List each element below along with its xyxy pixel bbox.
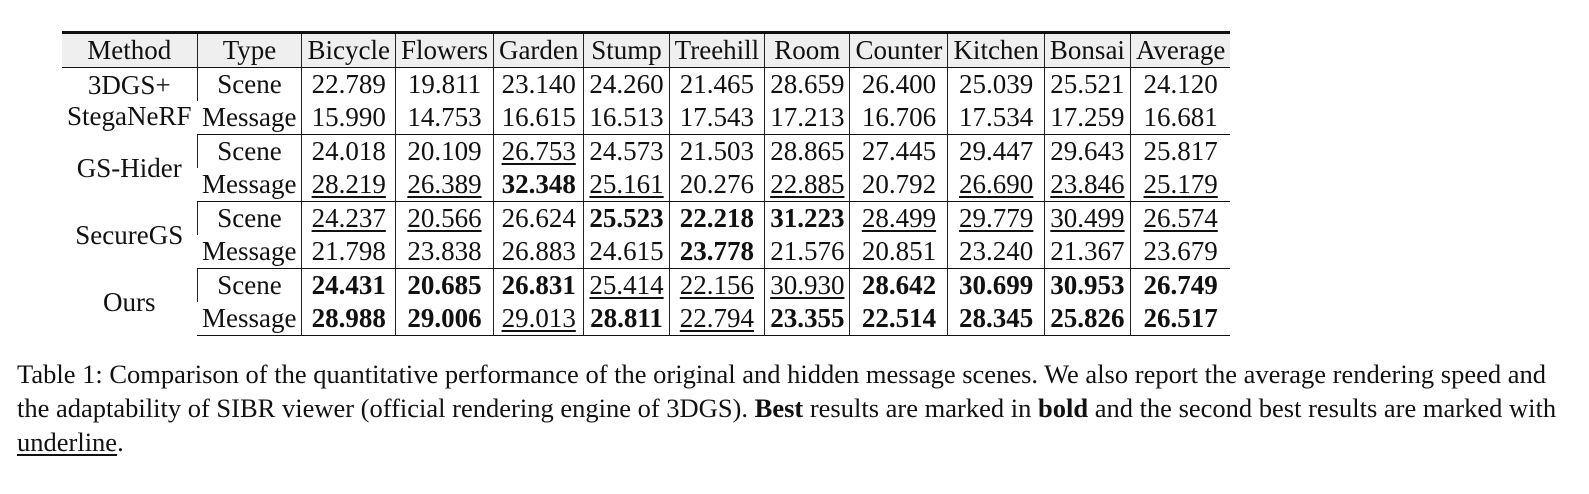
value-text: 26.400: [861, 69, 937, 99]
value-cell: [1130, 101, 1230, 135]
value-text: 25.523: [589, 203, 664, 233]
value-cell: [669, 202, 765, 236]
value-cell: [765, 202, 850, 236]
value-text: 22.794: [679, 303, 755, 333]
value-text: 28.219: [311, 169, 386, 199]
value-text: 31.223: [770, 203, 845, 233]
value-cell: [669, 269, 765, 303]
table-row: [62, 68, 1230, 102]
table-row: [62, 235, 1230, 269]
value-text: 23.778: [679, 236, 755, 266]
value-text: 24.573: [589, 136, 664, 166]
column-header-bonsai: Bonsai: [1044, 33, 1130, 68]
value-cell: [302, 101, 395, 135]
table-header-row: [62, 33, 1230, 68]
value-cell: [948, 101, 1044, 135]
method-cell: [62, 68, 197, 135]
value-cell: [1130, 269, 1230, 303]
value-cell: [1130, 68, 1230, 102]
value-cell: [302, 235, 395, 269]
value-cell: [850, 269, 948, 303]
value-text: 25.826: [1050, 303, 1125, 333]
value-text: 28.345: [959, 303, 1034, 333]
value-cell: [1044, 302, 1130, 336]
value-cell: [948, 168, 1044, 202]
value-cell: [948, 269, 1044, 303]
value-text: 16.706: [861, 102, 937, 132]
value-text: 16.615: [501, 102, 576, 132]
method-name: Ours: [103, 286, 156, 317]
value-cell: [765, 302, 850, 336]
value-text: 20.851: [861, 236, 937, 266]
results-table-container: [62, 31, 1230, 336]
value-cell: [850, 235, 948, 269]
table-row: [62, 168, 1230, 202]
value-cell: [1044, 168, 1130, 202]
value-cell: [1130, 135, 1230, 169]
value-text: 29.643: [1050, 136, 1125, 166]
value-text: 20.685: [407, 270, 482, 300]
type-cell: Scene: [197, 68, 302, 102]
value-cell: [1130, 302, 1230, 336]
value-text: 30.699: [959, 270, 1034, 300]
value-text: 16.681: [1143, 102, 1218, 132]
value-cell: [850, 68, 948, 102]
value-text: 14.753: [407, 102, 482, 132]
value-cell: [302, 135, 395, 169]
value-text: 26.389: [407, 169, 482, 199]
caption-text-2: results are marked in: [803, 393, 1038, 423]
value-text: 26.517: [1143, 303, 1218, 333]
value-text: 26.883: [501, 236, 576, 266]
value-cell: [669, 68, 765, 102]
value-cell: [584, 235, 669, 269]
value-cell: [1044, 202, 1130, 236]
value-text: 23.838: [407, 236, 482, 266]
value-cell: [948, 235, 1044, 269]
value-text: 22.885: [770, 169, 845, 199]
value-cell: [1044, 135, 1130, 169]
type-cell: Scene: [197, 269, 302, 303]
value-text: 25.039: [959, 69, 1034, 99]
value-cell: [669, 302, 765, 336]
value-text: 30.930: [770, 270, 845, 300]
value-cell: [493, 302, 583, 336]
column-header-bicycle: Bicycle: [302, 33, 395, 68]
value-cell: [850, 101, 948, 135]
value-cell: [493, 202, 583, 236]
value-text: 17.259: [1050, 102, 1125, 132]
value-text: 20.566: [407, 203, 482, 233]
column-header-average: Average: [1130, 33, 1230, 68]
value-cell: [395, 68, 493, 102]
table-caption: [17, 357, 1557, 459]
value-cell: [302, 302, 395, 336]
value-cell: [584, 68, 669, 102]
column-header-garden: Garden: [493, 33, 583, 68]
value-text: 29.006: [407, 303, 482, 333]
value-cell: [1044, 269, 1130, 303]
value-text: 25.414: [589, 270, 664, 300]
value-cell: [302, 269, 395, 303]
method-name: StegaNeRF: [67, 101, 192, 132]
value-text: 22.218: [679, 203, 755, 233]
value-text: 28.865: [770, 136, 845, 166]
value-text: 15.990: [311, 102, 386, 132]
value-text: 21.576: [770, 236, 845, 266]
method-name: SecureGS: [75, 219, 184, 250]
value-cell: [669, 168, 765, 202]
value-text: 24.431: [311, 270, 386, 300]
value-text: 21.367: [1050, 236, 1125, 266]
value-cell: [395, 202, 493, 236]
value-text: 23.679: [1143, 236, 1218, 266]
value-cell: [948, 68, 1044, 102]
value-cell: [584, 269, 669, 303]
value-text: 17.534: [959, 102, 1034, 132]
value-text: 26.753: [501, 136, 576, 166]
value-cell: [1044, 235, 1130, 269]
column-header-treehill: Treehill: [669, 33, 765, 68]
value-cell: [493, 68, 583, 102]
caption-text-4: .: [117, 427, 124, 457]
caption-underline-word: underline: [17, 427, 118, 457]
value-text: 22.156: [679, 270, 755, 300]
value-text: 20.276: [679, 169, 755, 199]
value-cell: [395, 168, 493, 202]
value-cell: [850, 168, 948, 202]
value-text: 27.445: [861, 136, 937, 166]
value-cell: [395, 101, 493, 135]
value-cell: [948, 302, 1044, 336]
value-cell: [765, 269, 850, 303]
value-text: 29.779: [959, 203, 1034, 233]
value-cell: [584, 101, 669, 135]
value-text: 16.513: [589, 102, 664, 132]
table-row: [62, 101, 1230, 135]
caption-best-word: Best: [754, 393, 804, 423]
value-text: 28.499: [861, 203, 937, 233]
caption-text-1: Table 1: Comparison of the quantitative performance of the original and hidden message scenes. We also report the average rendering speed and the adaptability of SIBR viewer (official rendering engine of 3DGS).: [17, 359, 1547, 423]
value-cell: [850, 302, 948, 336]
value-text: 21.503: [679, 136, 755, 166]
value-text: 24.018: [311, 136, 386, 166]
value-cell: [765, 101, 850, 135]
value-text: 32.348: [501, 169, 576, 199]
value-text: 24.237: [311, 203, 386, 233]
method-cell: [62, 202, 197, 269]
value-text: 24.615: [589, 236, 664, 266]
table-row: [62, 269, 1230, 303]
caption-text-3: and the second best results are marked with: [1088, 393, 1557, 423]
value-text: 26.690: [959, 169, 1034, 199]
value-text: 28.642: [861, 270, 937, 300]
value-text: 24.260: [589, 69, 664, 99]
type-cell: Scene: [197, 202, 302, 236]
value-cell: [850, 135, 948, 169]
table-body: [62, 68, 1230, 336]
value-cell: [1130, 235, 1230, 269]
table-row: [62, 302, 1230, 336]
column-header-flowers: Flowers: [395, 33, 493, 68]
method-cell: [62, 135, 197, 202]
value-text: 22.789: [311, 69, 386, 99]
value-text: 24.120: [1143, 69, 1218, 99]
value-cell: [1044, 101, 1130, 135]
value-cell: [584, 168, 669, 202]
value-cell: [765, 135, 850, 169]
column-header-counter: Counter: [850, 33, 948, 68]
method-name: 3DGS+: [87, 70, 171, 101]
value-text: 26.831: [501, 270, 576, 300]
value-text: 29.447: [959, 136, 1034, 166]
method-name: GS-Hider: [76, 152, 182, 183]
value-text: 30.953: [1050, 270, 1125, 300]
value-cell: [584, 135, 669, 169]
column-header-kitchen: Kitchen: [948, 33, 1044, 68]
value-cell: [948, 135, 1044, 169]
value-text: 25.521: [1050, 69, 1125, 99]
value-cell: [302, 202, 395, 236]
value-text: 19.811: [407, 69, 482, 99]
value-cell: [395, 135, 493, 169]
value-cell: [669, 101, 765, 135]
value-cell: [302, 168, 395, 202]
value-text: 21.465: [679, 69, 755, 99]
value-cell: [765, 168, 850, 202]
type-cell: Scene: [197, 135, 302, 169]
value-cell: [493, 135, 583, 169]
type-cell: Message: [197, 235, 302, 269]
value-text: 26.574: [1143, 203, 1218, 233]
method-cell: [62, 269, 197, 336]
type-cell: Message: [197, 101, 302, 135]
value-text: 28.659: [770, 69, 845, 99]
value-text: 17.213: [770, 102, 845, 132]
column-header-stump: Stump: [584, 33, 669, 68]
value-text: 25.179: [1143, 169, 1218, 199]
value-cell: [669, 235, 765, 269]
value-text: 20.109: [407, 136, 482, 166]
column-header-room: Room: [765, 33, 850, 68]
caption-bold-word: bold: [1037, 393, 1089, 423]
value-cell: [493, 235, 583, 269]
value-cell: [584, 302, 669, 336]
value-text: 23.140: [501, 69, 576, 99]
value-text: 30.499: [1050, 203, 1125, 233]
value-cell: [850, 202, 948, 236]
type-cell: Message: [197, 168, 302, 202]
value-cell: [1130, 168, 1230, 202]
value-cell: [765, 68, 850, 102]
value-text: 25.161: [589, 169, 664, 199]
column-header-method: Method: [62, 33, 197, 68]
value-text: 21.798: [311, 236, 386, 266]
value-text: 23.846: [1050, 169, 1125, 199]
value-cell: [302, 68, 395, 102]
value-text: 17.543: [679, 102, 755, 132]
table-row: [62, 135, 1230, 169]
value-text: 28.811: [590, 303, 663, 333]
column-header-type: Type: [197, 33, 302, 68]
type-cell: Message: [197, 302, 302, 336]
value-cell: [584, 202, 669, 236]
results-table: [62, 31, 1230, 336]
value-cell: [493, 269, 583, 303]
value-text: 23.355: [770, 303, 845, 333]
value-text: 29.013: [501, 303, 576, 333]
value-text: 26.624: [501, 203, 576, 233]
value-text: 22.514: [861, 303, 937, 333]
value-cell: [493, 101, 583, 135]
value-cell: [493, 168, 583, 202]
value-text: 26.749: [1143, 270, 1218, 300]
value-text: 28.988: [311, 303, 386, 333]
table-row: [62, 202, 1230, 236]
value-text: 20.792: [861, 169, 937, 199]
value-cell: [395, 302, 493, 336]
value-cell: [395, 235, 493, 269]
value-cell: [669, 135, 765, 169]
value-text: 23.240: [959, 236, 1034, 266]
value-text: 25.817: [1143, 136, 1218, 166]
value-cell: [1044, 68, 1130, 102]
value-cell: [1130, 202, 1230, 236]
value-cell: [765, 235, 850, 269]
value-cell: [948, 202, 1044, 236]
value-cell: [395, 269, 493, 303]
